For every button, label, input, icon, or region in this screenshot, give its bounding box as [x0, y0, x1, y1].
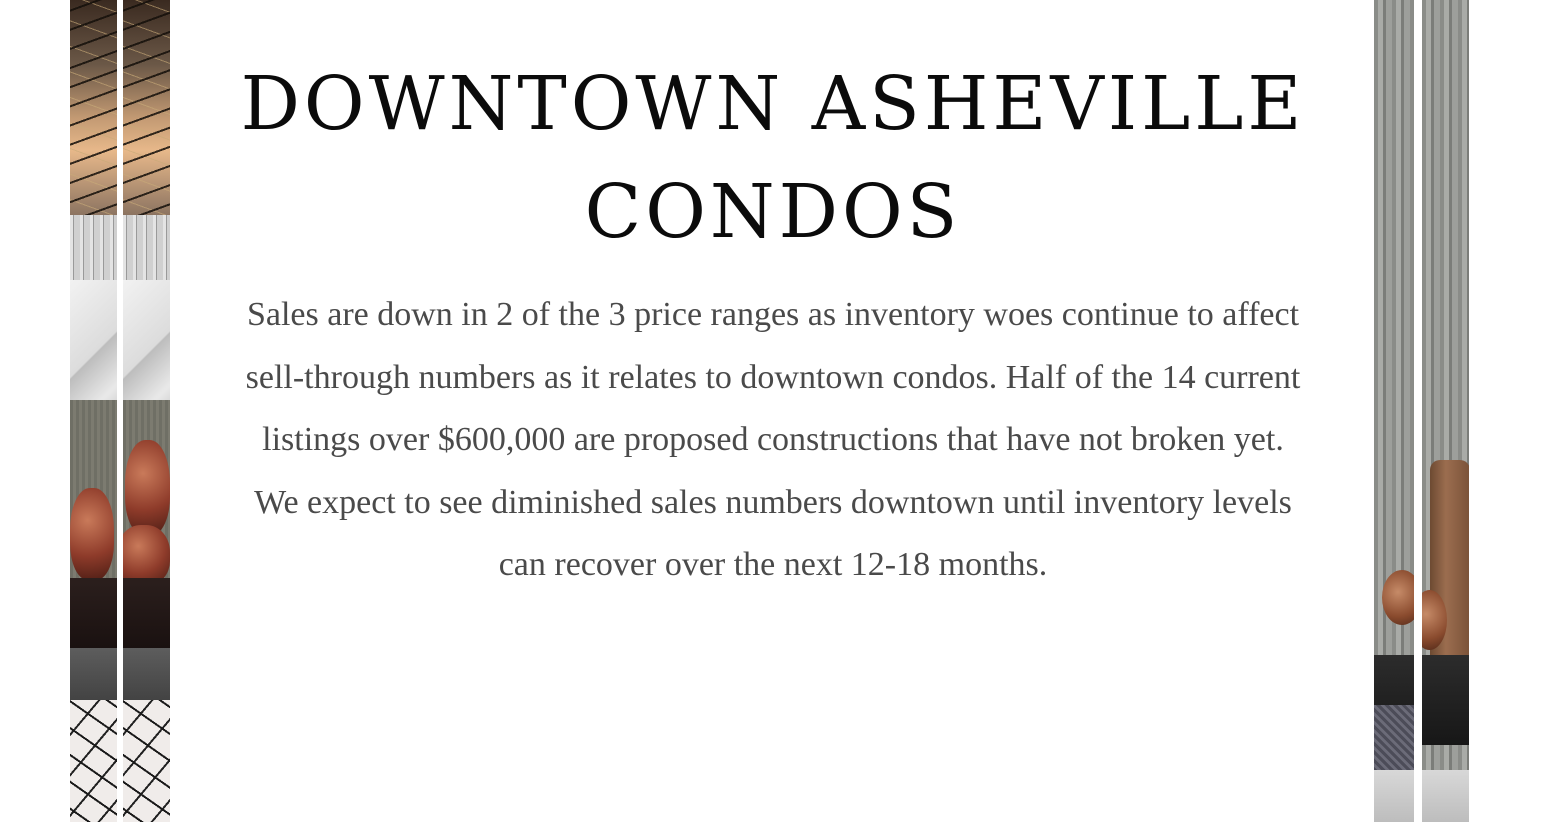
strip-divider — [1414, 0, 1422, 822]
floor-image — [123, 648, 170, 708]
vase-image — [123, 525, 170, 585]
main-content — [180, 0, 1366, 822]
floor-image — [1422, 770, 1469, 822]
right-photo-strip-outer — [1422, 0, 1469, 822]
patterned-chair-image — [70, 700, 117, 822]
page-title: DOWNTOWN ASHEVILLE CONDOS — [240, 61, 1306, 255]
body-paragraph: Sales are down in 2 of the 3 price ranges as inventory woes continue to affect sell-through numbers as it relates to downtown condos. Half of the 14 current listings over $600,000 are proposed constructions that have not broken yet. We expect to see diminished sales numbers downtown until inventory levels can recover over the next 12-18 months. — [245, 296, 1301, 583]
chandelier-image — [123, 0, 170, 215]
floor-image — [1374, 770, 1414, 822]
left-photo-strip-outer — [70, 0, 117, 822]
side-table-image — [1422, 655, 1469, 745]
dining-table-image — [70, 578, 117, 648]
floor-image — [70, 648, 117, 708]
right-photo-strip-inner — [1374, 0, 1414, 822]
left-photo-strip-inner — [123, 0, 170, 822]
vase-image — [70, 488, 114, 580]
patterned-chair-image — [123, 700, 170, 822]
bowl-image — [1382, 570, 1414, 625]
chandelier-image — [70, 0, 117, 215]
vase-image — [125, 440, 170, 535]
dining-table-image — [123, 578, 170, 648]
